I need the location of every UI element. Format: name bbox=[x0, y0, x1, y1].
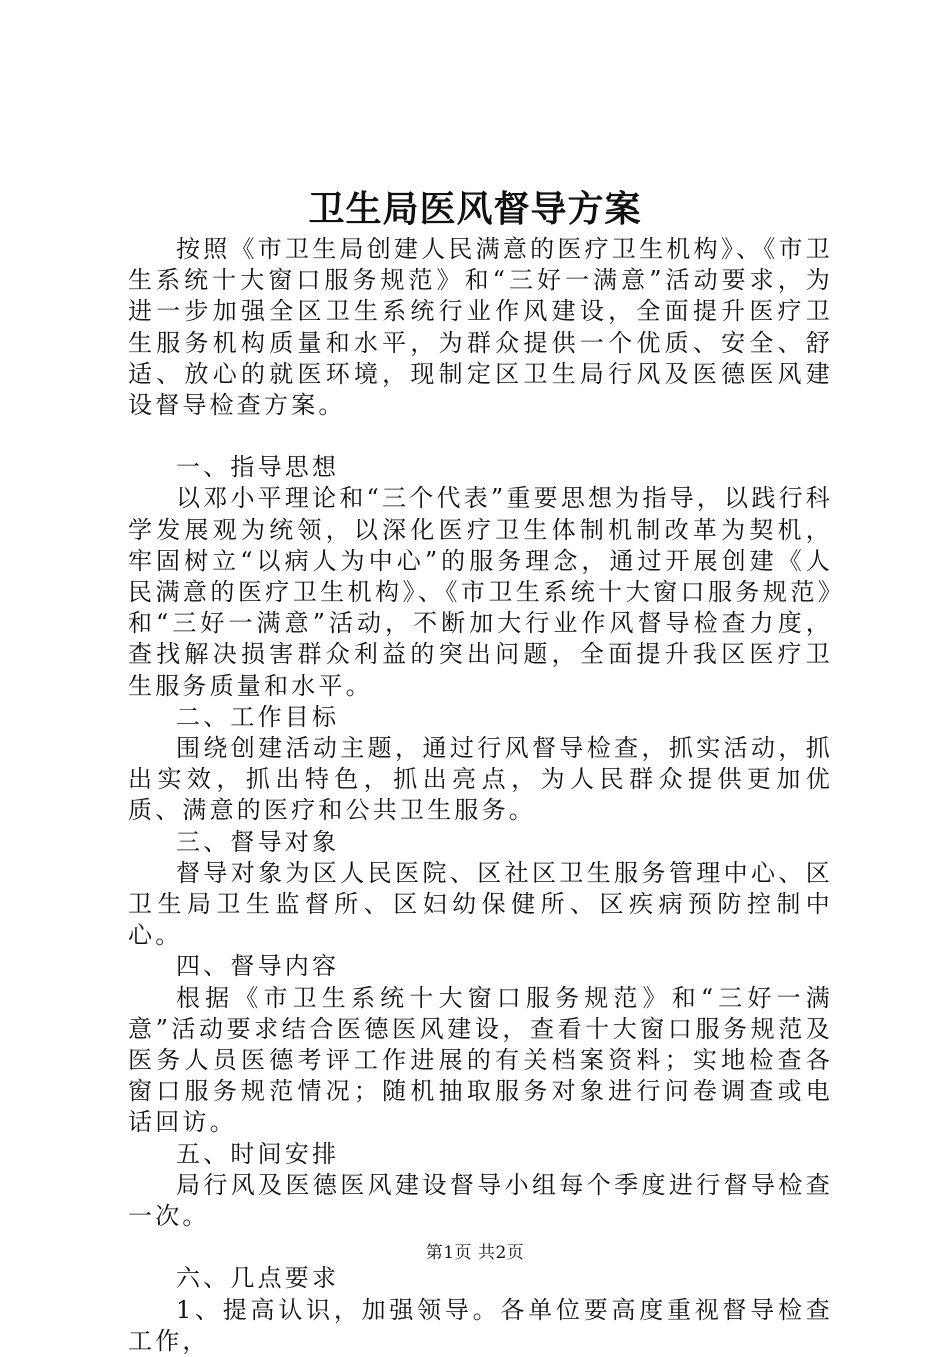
section-heading-guiding-ideology: 一、指导思想 bbox=[176, 453, 340, 482]
work-goals-paragraph: 围绕创建活动主题，通过行风督导检查，抓实活动，抓出实效，抓出特色，抓出亮点，为人民群众提供更加优质、满意的医疗和公共卫生服务。 bbox=[128, 734, 833, 825]
guiding-ideology-paragraph: 以邓小平理论和“三个代表”重要思想为指导，以践行科学发展观为统领，以深化医疗卫生体制机制改革为契机，牢固树立“以病人为中心”的服务理念，通过开展创建《人民满意的医疗卫生机构》、《市卫生系统十大窗口服务规范》和“三好一满意”活动，不断加大行业作风督导检查力度，查找解决损害群众利益的突出问题，全面提升我区医疗卫生服务质量和水平。 bbox=[128, 484, 833, 700]
intro-paragraph: 按照《市卫生局创建人民满意的医疗卫生机构》、《市卫生系统十大窗口服务规范》和“三好一满意”活动要求，为进一步加强全区卫生系统行业作风建设，全面提升医疗卫生服务机构质量和水平，为群众提供一个优质、安全、舒适、放心的就医环境，现制定区卫生局行风及医德医风建设督导检查方案。 bbox=[128, 235, 833, 420]
section-heading-requirements: 六、几点要求 bbox=[176, 1264, 340, 1293]
supervision-targets-paragraph: 督导对象为区人民医院、区社区卫生服务管理中心、区卫生局卫生监督所、区妇幼保健所、区疾病预防控制中心。 bbox=[128, 858, 833, 950]
section-heading-work-goals: 二、工作目标 bbox=[176, 702, 340, 731]
supervision-content-paragraph: 根据《市卫生系统十大窗口服务规范》和“三好一满意”活动要求结合医德医风建设，查看十大窗口服务规范及医务人员医德考评工作进展的有关档案资料；实地检查各窗口服务规范情况；随机抽取服务对象进行问卷调查或电话回访。 bbox=[128, 983, 833, 1137]
document-body bbox=[128, 234, 833, 1357]
section-heading-supervision-targets: 三、督导对象 bbox=[176, 827, 340, 856]
section-heading-supervision-content: 四、督导内容 bbox=[176, 952, 340, 981]
page-number-footer: 第1页 共2页 bbox=[425, 1243, 525, 1263]
schedule-paragraph: 局行风及医德医风建设督导小组每个季度进行督导检查一次。 bbox=[128, 1170, 833, 1231]
requirements-item-1: 1、提高认识，加强领导。各单位要高度重视督导检查工作， bbox=[128, 1295, 833, 1355]
document-title: 卫生局医风督导方案 bbox=[308, 188, 642, 230]
section-heading-schedule: 五、时间安排 bbox=[176, 1139, 340, 1168]
